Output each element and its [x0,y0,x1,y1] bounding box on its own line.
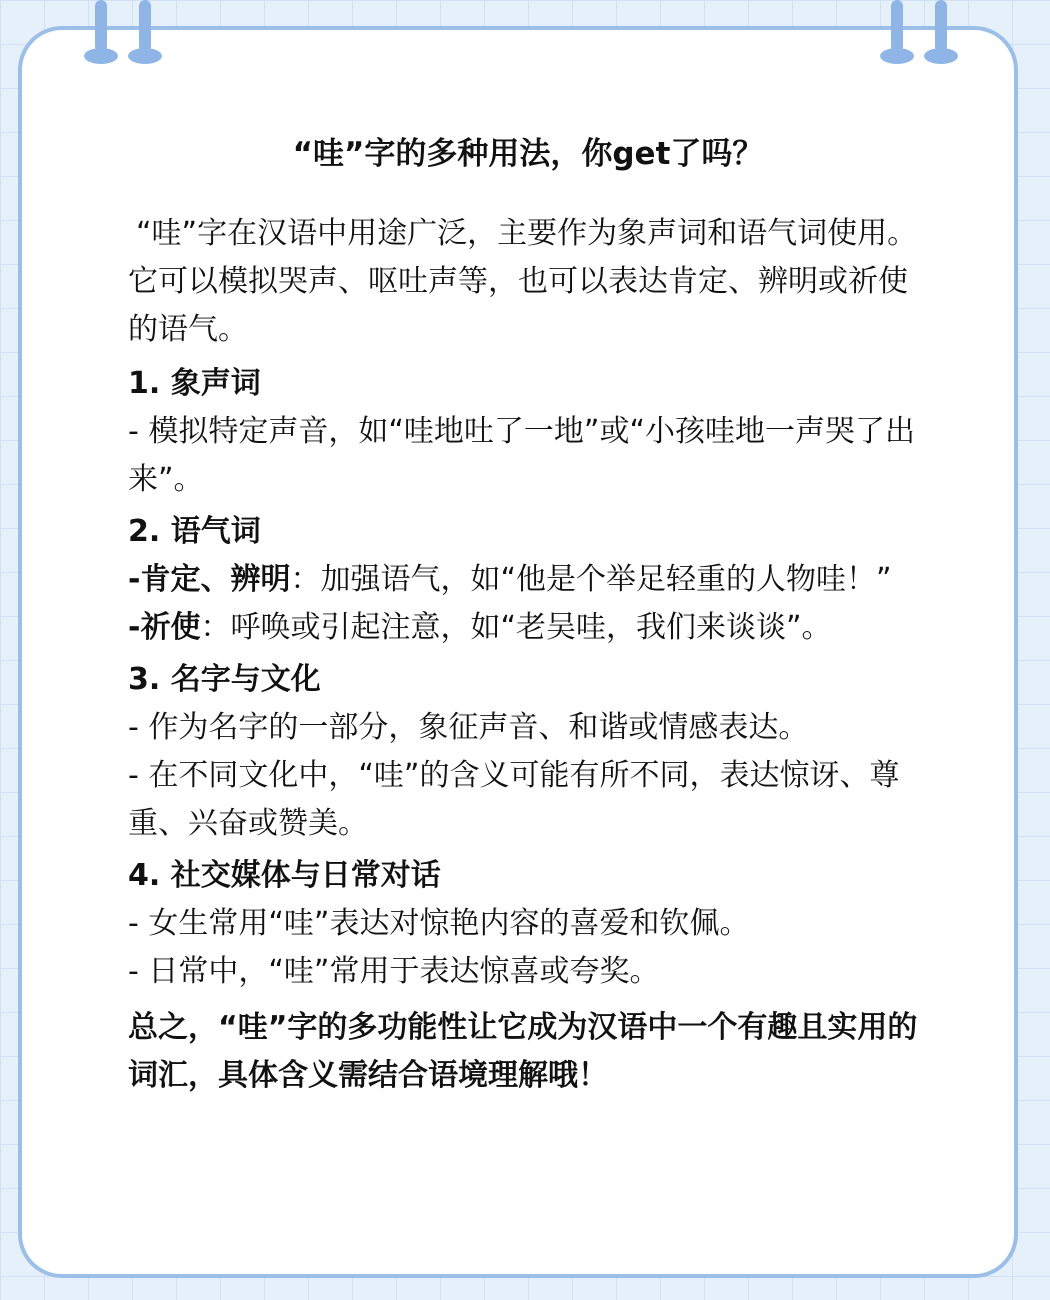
list-item: - 女生常用“哇”表达对惊艳内容的喜爱和钦佩。 [128,906,750,941]
item-label: -肯定、辨明 [128,562,291,597]
item-text: ：加强语气，如“他是个举足轻重的人物哇！” [290,562,892,597]
list-item: - 模拟特定声音，如“哇地吐了一地”或“小孩哇地一声哭了出来”。 [128,414,915,497]
section-heading-onomatopoeia: 1. 象声词 [128,366,261,401]
list-item: - 作为名字的一部分，象征声音、和谐或情感表达。 [128,710,809,745]
binder-ring-right-2 [924,0,958,68]
section-heading-social-media: 4. 社交媒体与日常对话 [128,858,441,893]
section-heading-name-culture: 3. 名字与文化 [128,662,321,697]
list-item: - 在不同文化中，“哇”的含义可能有所不同，表达惊讶、尊重、兴奋或赞美。 [128,758,900,841]
binder-ring-left-1 [84,0,118,68]
list-item [128,604,928,652]
binder-ring-right-1 [880,0,914,68]
list-item: - 日常中，“哇”常用于表达惊喜或夸奖。 [128,954,660,989]
intro-paragraph: “哇”字在汉语中用途广泛，主要作为象声词和语气词使用。它可以模拟哭声、呕吐声等，也可以表达肯定、辨明或祈使的语气。 [128,216,918,347]
binder-ring-left-2 [128,0,162,68]
page-title: “哇”字的多种用法，你get了吗？ [292,136,764,172]
list-item [128,556,928,604]
summary-paragraph: 总之，“哇”字的多功能性让它成为汉语中一个有趣且实用的词汇，具体含义需结合语境理解哦！ [128,1010,918,1093]
section-heading-modal-particle: 2. 语气词 [128,514,261,549]
article-content [128,130,928,1100]
item-text: ：呼唤或引起注意，如“老吴哇，我们来谈谈”。 [200,610,832,645]
item-label: -祈使 [128,610,201,645]
